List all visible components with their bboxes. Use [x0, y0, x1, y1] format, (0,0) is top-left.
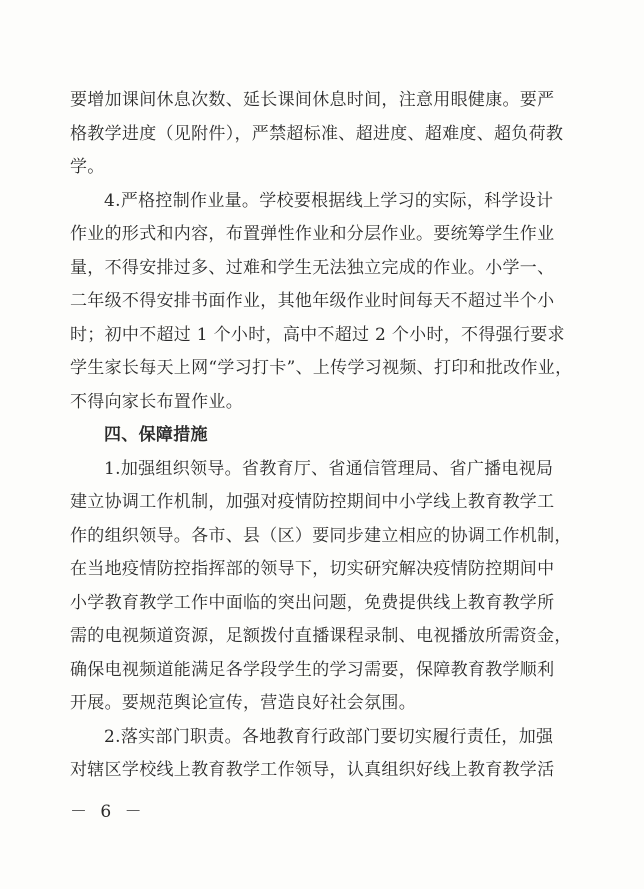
text-line: 小学教育教学工作中面临的突出问题，免费提供线上教育教学所 [70, 592, 555, 613]
text-line: 作业的形式和内容，布置弹性作业和分层作业。要统筹学生作业 [70, 224, 555, 244]
text-line: 建立协调工作机制，加强对疫情防控期间中小学线上教育教学工 [70, 492, 555, 512]
text-line: 1.加强组织领导。省教育厅、省通信管理局、省广播电视局 [104, 458, 554, 479]
text-line: 作的组织领导。各市、县（区）要同步建立相应的协调工作机制， [70, 525, 572, 546]
text-line: 开展。要规范舆论宣传，营造良好社会氛围。 [70, 693, 416, 713]
text-line: 2.落实部门职责。各地教育行政部门要切实履行责任，加强 [104, 726, 554, 747]
text-line: 4.严格控制作业量。学校要根据线上学习的实际，科学设计 [104, 190, 554, 211]
text-line: 二年级不得安排书面作业，其他年级作业时间每天不超过半个小 [70, 291, 555, 311]
text-line: 要增加课间休息次数、延长课间休息时间，注意用眼健康。要严 [70, 90, 555, 110]
section-heading: 四、保障措施 [104, 425, 208, 445]
document-body [70, 84, 573, 788]
text-line: 不得向家长布置作业。 [70, 391, 243, 412]
text-line: 在当地疫情防控指挥部的领导下，切实研究解决疫情防控期间中 [70, 559, 555, 579]
text-line: 确保电视频道能满足各学段学生的学习需要，保障教育教学顺利 [70, 659, 555, 680]
text-line: 格教学进度（见附件），严禁超标准、超进度、超难度、超负荷教 [70, 123, 564, 144]
page-number: － 6 － [70, 802, 146, 822]
text-line: 时；初中不超过 1 个小时，高中不超过 2 个小时，不得强行要求 [70, 324, 565, 345]
text-line: 需的电视频道资源，足额拨付直播课程录制、电视播放所需资金， [70, 626, 572, 646]
text-line: 对辖区学校线上教育教学工作领导，认真组织好线上教育教学活 [70, 760, 555, 780]
text-line: 量，不得安排过多、过难和学生无法独立完成的作业。小学一、 [70, 257, 555, 278]
text-line: 学生家长每天上网“学习打卡”、上传学习视频、打印和批改作业， [70, 358, 573, 378]
text-line: 学。 [70, 157, 105, 177]
